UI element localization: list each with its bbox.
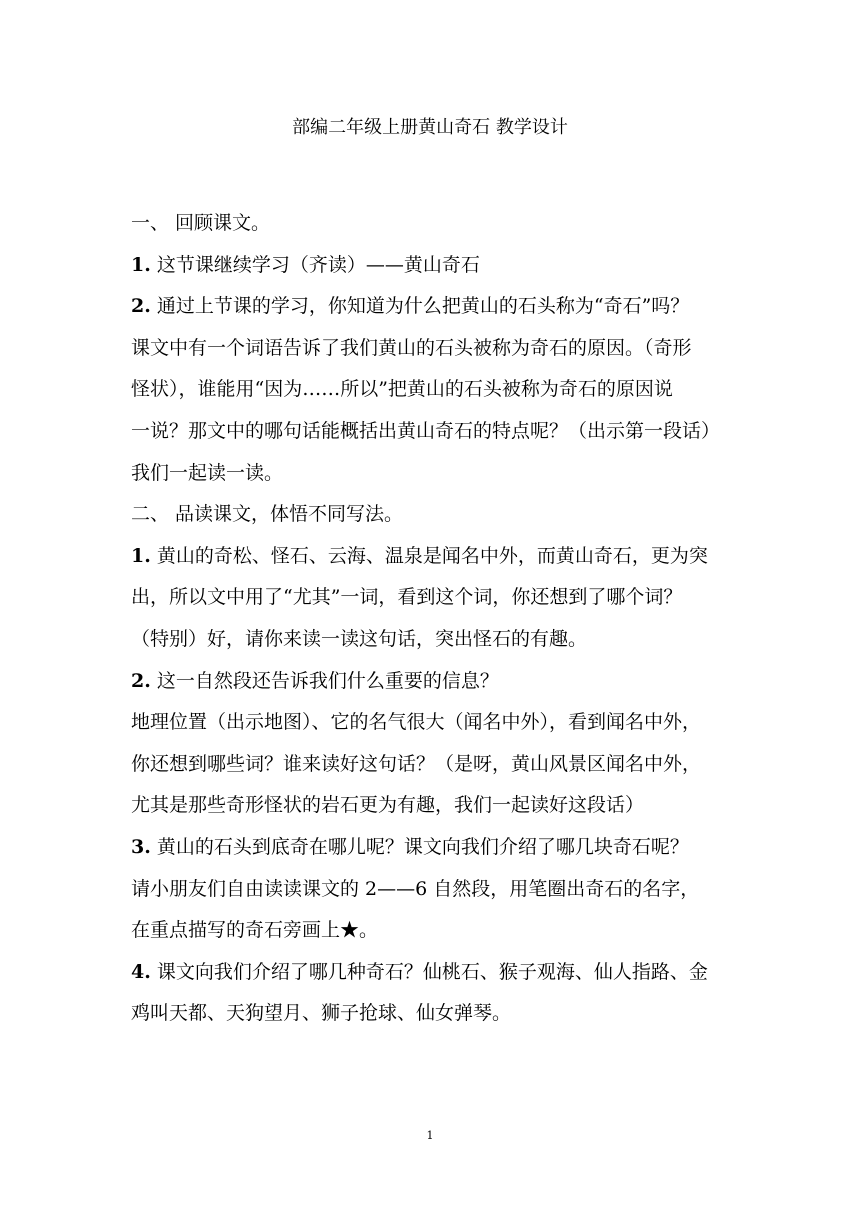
page-number: 1 [426,1129,434,1142]
line-text: 鸡叫天都、天狗望月、狮子抢球、仙女弹琴。 [131,1002,512,1025]
line-text: 我们一起读一读。 [131,461,284,484]
text-line [131,827,741,869]
text-line [131,869,741,911]
text-line [131,785,741,827]
text-line [131,536,741,578]
document-title: 部编二年级上册黄山奇石 教学设计 [292,117,568,138]
item-number: 4. [131,960,151,983]
text-line [131,702,741,744]
text-line [131,203,741,245]
line-text: 你还想到哪些词？谁来读好这句话？（是呀，黄山风景区闻名中外， [131,752,702,775]
line-text: 黄山的奇松、怪石、云海、温泉是闻名中外，而黄山奇石，更为突 [150,544,708,567]
text-line [131,328,741,370]
line-text: 课文向我们介绍了哪几种奇石？仙桃石、猴子观海、仙人指路、金 [150,960,708,983]
line-text: （特别）好，请你来读一读这句话，突出怪石的有趣。 [131,627,588,650]
line-text: 一、 回顾课文。 [131,212,271,234]
line-text: 尤其是那些奇形怪状的岩石更为有趣，我们一起读好这段话） [131,794,645,817]
item-number: 3. [131,835,151,858]
line-text: 这一自然段还告诉我们什么重要的信息？ [150,669,499,692]
item-number: 2. [131,669,151,692]
item-number: 1. [131,253,151,276]
line-text: 黄山的石头到底奇在哪儿呢？课文向我们介绍了哪几块奇石呢？ [150,835,689,858]
line-text: 出，所以文中用了“尤其”一词，看到这个词，你还想到了哪个词？ [131,586,683,609]
item-number: 2. [131,295,151,318]
line-text: 在重点描写的奇石旁画上★。 [131,919,379,942]
line-text: 一说？那文中的哪句话能概括出黄山奇石的特点呢？（出示第一段话） [131,419,721,442]
line-text: 这节课继续学习（齐读）——黄山奇石 [150,253,480,276]
text-line [131,952,741,994]
text-line [131,245,741,287]
text-line [131,744,741,786]
text-line [131,286,741,328]
line-text: 通过上节课的学习，你知道为什么把黄山的石头称为“奇石”吗？ [150,295,690,318]
item-number: 1. [131,544,151,567]
text-line [131,577,741,619]
text-line [131,993,741,1035]
document-body [131,203,741,1035]
text-line [131,661,741,703]
text-line [131,411,741,453]
text-line [131,494,741,536]
line-text: 怪状），谁能用“因为……所以”把黄山的石头被称为奇石的原因说 [131,378,673,401]
text-line [131,910,741,952]
text-line [131,619,741,661]
line-text: 二、 品读课文，体悟不同写法。 [131,503,404,526]
text-line [131,369,741,411]
text-line [131,453,741,495]
line-text: 课文中有一个词语告诉了我们黄山的石头被称为奇石的原因。（奇形 [131,336,692,359]
line-text: 地理位置（出示地图）、它的名气很大（闻名中外），看到闻名中外， [131,711,702,734]
line-text: 请小朋友们自由读读课文的 2——6 自然段，用笔圈出奇石的名字， [131,877,700,900]
